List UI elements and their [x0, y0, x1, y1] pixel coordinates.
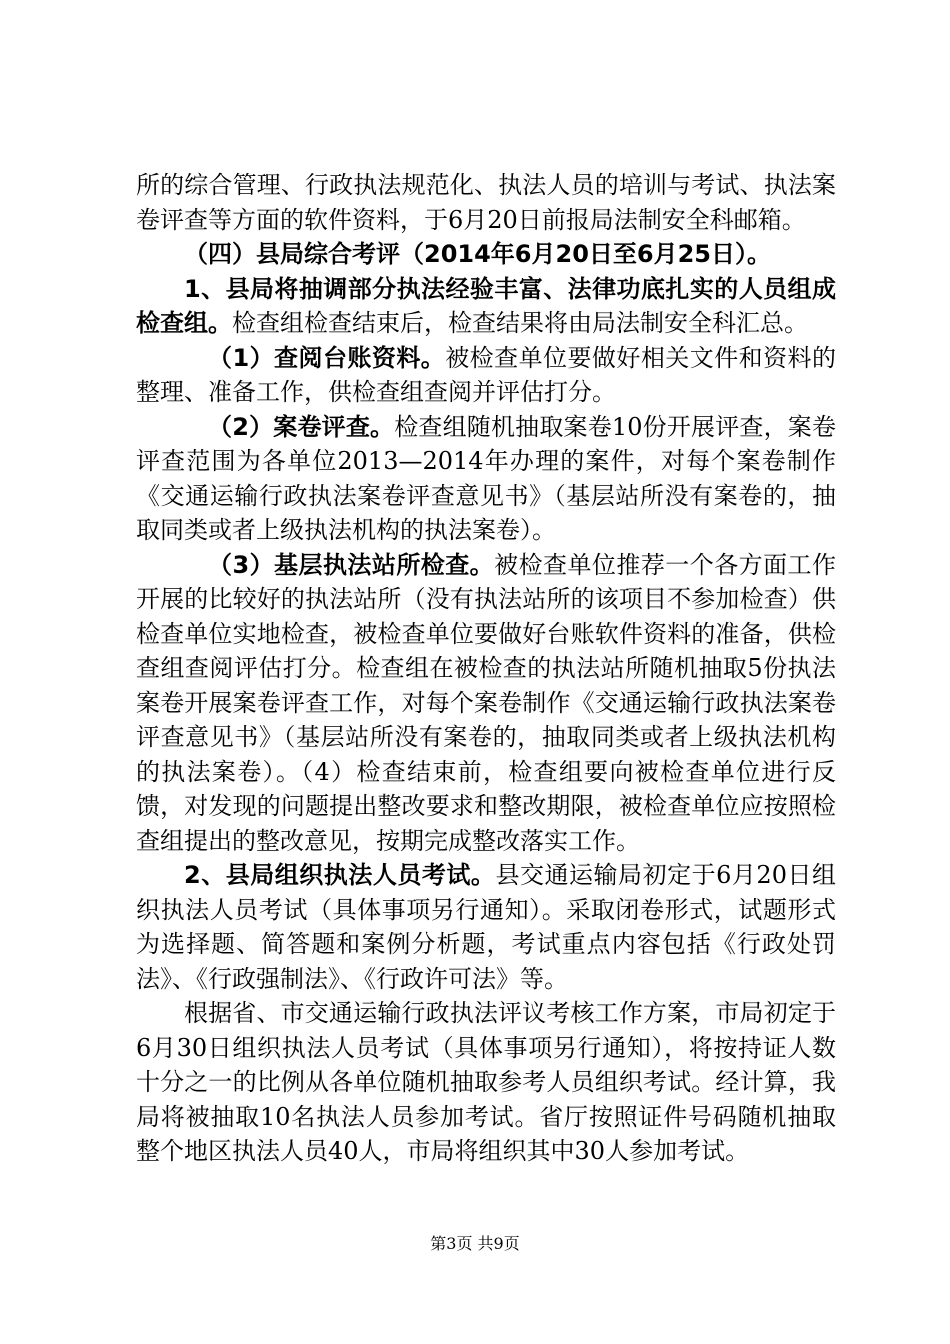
paragraph-software-materials: 所的综合管理、行政执法规范化、执法人员的培训与考试、执法案卷评查等方面的软件资料，于6月20日前报局法制安全科邮箱。: [136, 171, 836, 234]
paragraph-station-inspection: [136, 548, 836, 859]
paragraph-case-review: [136, 410, 836, 548]
item-text-ledger-review: 被检查单位要做好相关文件和资料的整理、准备工作，供检查组查阅并评估打分。: [136, 343, 836, 406]
item-text-exam-organization: 县交通运输局初定于6月20日组织执法人员考试（具体事项另行通知）。采取闭卷形式，试题形式为选择题、简答题和案例分析题，考试重点内容包括《行政处罚法》、《行政强制法》、《行政许可法》等。: [136, 861, 837, 993]
page-number-footer: 第3页 共9页: [430, 1234, 520, 1253]
item-text-case-review: 检查组随机抽取案卷10份开展评查，案卷评查范围为各单位2013—2014年办理的案件，对每个案卷制作《交通运输行政执法案卷评查意见书》（基层站所没有案卷的，抽取同类或者上级执法机构的执法案卷）。: [136, 412, 836, 544]
item-heading-exam-organization: 2、县局组织执法人员考试。: [184, 861, 496, 889]
item-heading-case-review: （2）案卷评查。: [208, 412, 395, 441]
item-heading-station-inspection: （3）基层执法站所检查。: [208, 550, 495, 579]
item-heading-inspection-team: 1、县局将抽调部分执法经验丰富、法律功底扎实的人员组成检查组。: [136, 274, 836, 337]
item-text-inspection-team: 检查组检查结束后，检查结果将由局法制安全科汇总。: [232, 309, 808, 337]
item-heading-ledger-review: （1）查阅台账资料。: [208, 343, 446, 372]
paragraph-inspection-team: [136, 272, 836, 341]
paragraph-city-exam: 根据省、市交通运输行政执法评议考核工作方案，市局初定于6月30日组织执法人员考试（具体事项另行通知），将按持证人数十分之一的比例从各单位随机抽取参考人员组织考试。经计算，我局将被抽取10名执法人员参加考试。省厅按照证件号码随机抽取整个地区执法人员40人，市局将组织其中30人参加考试。: [136, 999, 836, 1165]
paragraph-ledger-review: [136, 341, 836, 410]
paragraph-exam-organization: [136, 858, 836, 996]
document-body: [136, 168, 836, 1169]
section-heading-county-review: （四）县局综合考评（2014年6月20日至6月25日）。: [184, 240, 771, 268]
item-text-station-inspection: 被检查单位推荐一个各方面工作开展的比较好的执法站所（没有执法站所的该项目不参加检查）供检查单位实地检查，被检查单位要做好台账软件资料的准备，供检查组查阅评估打分。检查组在被检查的执法站所随机抽取5份执法案卷开展案卷评查工作，对每个案卷制作《交通运输行政执法案卷评查意见书》（基层站所没有案卷的，抽取同类或者上级执法机构的执法案卷）。（4）检查结束前，检查组要向被检查单位进行反馈，对发现的问题提出整改要求和整改期限，被检查单位应按照检查组提出的整改意见，按期完成整改落实工作。: [136, 550, 836, 855]
